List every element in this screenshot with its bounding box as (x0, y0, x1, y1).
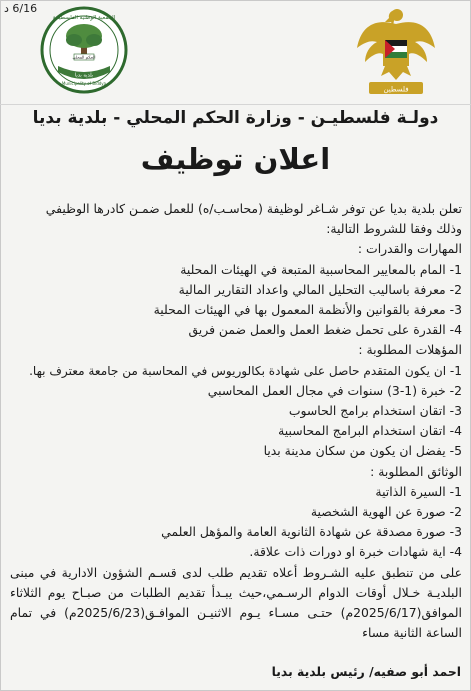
list-item: 2- خبرة (1-3) سنوات في مجال العمل المحاسبي (207, 382, 462, 398)
qualifications-heading: المؤهلات المطلوبة : (358, 342, 462, 358)
emblem-caption: فلسطين (383, 85, 409, 94)
list-item: 1- السيرة الذاتية (375, 483, 462, 499)
list-item: 2- معرفة باساليب التحليل المالي واعداد التقارير المالية (178, 281, 462, 297)
header-divider (0, 104, 471, 105)
seal-text-top: الجمعية الوطنية الفلسطينية (52, 15, 116, 21)
closing-paragraph: على من تنطبق عليه الشـروط أعلاه تقديم طلب لدى قسـم الشؤون الادارية في مبنى البلديـة خـلال أوقات الدوام الرسـمي،حيث يبـدأ تقديم الطلبات من صبـاح يوم الثلاثاء الموافق(2025/6/17م) حتـى مسـاء يـوم الاثنيـن الموافـق(2025/6/23م) في تمام الساعة الثانية مساء (10, 564, 462, 641)
seal-text-en: Municipality of Biddya (61, 81, 107, 86)
list-item: 1- المام بالمعايير المحاسبية المتبعة في الهيئات المحلية (180, 261, 462, 277)
skills-heading: المهارات والقدرات : (357, 241, 462, 257)
municipality-seal-icon (40, 6, 128, 94)
list-item: 5- يفضل ان يكون من سكان مدينة بديا (263, 443, 462, 459)
list-item: 2- صورة عن الهوية الشخصية (310, 504, 462, 520)
palestine-eagle-emblem-icon (355, 4, 437, 100)
issuer-line: دولـة فلسطيـن - وزارة الحكم المحلي - بلدية بديا (32, 108, 439, 128)
list-item: 3- اتقان استخدام برامج الحاسوب (288, 403, 462, 419)
page-reference: 6/16 د (4, 2, 38, 15)
signature-line: احمد أبو صفيه/ رئيس بلدية بديا (271, 664, 461, 679)
list-item: 1- ان يكون المتقدم حاصل على شهادة بكالوريوس في المحاسبة من جامعة معترف بها. (29, 363, 462, 378)
documents-heading: الوثائق المطلوبة : (370, 463, 462, 479)
list-item: 4- اتقان استخدام البرامج المحاسبية (278, 423, 462, 439)
intro-line: تعلن بلدية بديا عن توفر شـاغر لوظيفة (محاسـب/ه) للعمل ضمـن كادرها الوظيفي (45, 201, 462, 216)
page-title: اعلان توظيف (140, 142, 331, 176)
list-item: 4- اية شهادات خبرة او دورات ذات علاقة. (249, 544, 462, 560)
letterhead (0, 0, 471, 110)
intro-line: وذلك وفقا للشروط التالية: (326, 221, 462, 237)
announcement-body (10, 199, 462, 643)
list-item: 4- القدرة على تحمل ضغط العمل والعمل ضمن فريق (188, 322, 462, 338)
seal-text-mid: الحكم المحلي (72, 54, 96, 60)
list-item: 3- صورة مصدقة عن شهادة الثانوية العامة والمؤهل العلمي (161, 524, 462, 540)
seal-text-bottom: بلدية بديا (74, 72, 94, 79)
list-item: 3- معرفة بالقوانين والأنظمة المعمول بها في الهيئات المحلية (153, 302, 462, 318)
